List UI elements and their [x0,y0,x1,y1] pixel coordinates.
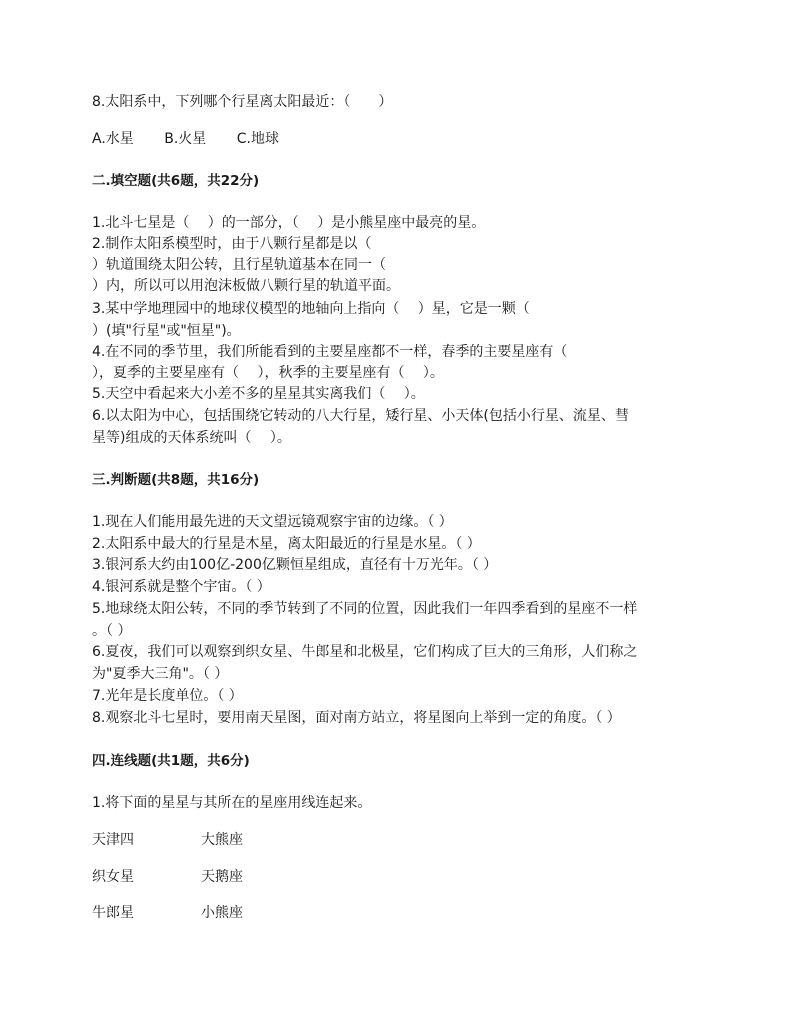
section-4-title: 四.连线题(共1题，共6分) [92,753,250,769]
judge-line: 4.银河系就是整个宇宙。（ ） [92,579,271,595]
fill-line: 3.某中学地理园中的地球仪模型的地轴向上指向（ ）星，它是一颗（ [92,301,530,317]
fill-line: 1.北斗七星是（ ）的一部分，（ ）是小熊星座中最亮的星。 [92,215,486,231]
judge-line: 5.地球绕太阳公转，不同的季节转到了不同的位置，因此我们一年四季看到的星座不一样 [92,601,638,617]
question-8: 8.太阳系中，下列哪个行星离太阳最近：（ ） [92,94,393,110]
fill-line: 星等)组成的天体系统叫（ ）。 [92,430,291,446]
fill-line: 6.以太阳为中心，包括围绕它转动的八大行星，矮行星、小天体(包括小行星、流星、彗 [92,408,629,424]
fill-line: ）内，所以可以用泡沫板做八颗行星的轨道平面。 [92,278,400,294]
judge-line: 8.观察北斗七星时，要用南天星图，面对南方站立，将星图向上举到一定的角度。（ ） [92,710,621,726]
judge-line: 3.银河系大约由100亿-200亿颗恒星组成，直径有十万光年。（ ） [92,557,498,573]
judge-line: 2.太阳系中最大的行星是木星，离太阳最近的行星是水星。（ ） [92,536,481,552]
matching-instruction: 1.将下面的星星与其所在的星座用线连起来。 [92,795,372,811]
star-item: 织女星 [92,869,134,885]
constellation-item: 小熊座 [201,905,243,921]
fill-line: ）(填"行星"或"恒星")。 [92,323,241,339]
judge-line: 6.夏夜，我们可以观察到织女星、牛郎星和北极星，它们构成了巨大的三角形，人们称之 [92,644,638,660]
constellation-item: 天鹅座 [201,869,243,885]
section-2-title: 二.填空题(共6题，共22分) [92,173,260,189]
constellation-item: 大熊座 [201,832,243,848]
section-3-title: 三.判断题(共8题，共16分) [92,472,260,488]
judge-line: 。（ ） [92,623,132,639]
choice-a: A.水星 [92,131,134,147]
fill-line: 2.制作太阳系模型时，由于八颗行星都是以（ [92,236,372,252]
star-item: 牛郎星 [92,905,134,921]
choice-b: B.火星 [164,131,207,147]
fill-line: ），夏季的主要星座有（ ），秋季的主要星座有（ ）。 [92,365,444,381]
choice-c: C.地球 [236,131,279,147]
fill-line: ）轨道围绕太阳公转，且行星轨道基本在同一（ [92,257,386,273]
star-item: 天津四 [92,832,134,848]
judge-line: 为"夏季大三角"。（ ） [92,666,229,682]
question-8-choices [92,128,305,150]
fill-line: 5.天空中看起来大小差不多的星星其实离我们（ ）。 [92,386,425,402]
judge-line: 1.现在人们能用最先进的天文望远镜观察宇宙的边缘。（ ） [92,514,453,530]
fill-line: 4.在不同的季节里，我们所能看到的主要星座都不一样，春季的主要星座有（ [92,344,568,360]
judge-line: 7.光年是长度单位。（ ） [92,688,243,704]
